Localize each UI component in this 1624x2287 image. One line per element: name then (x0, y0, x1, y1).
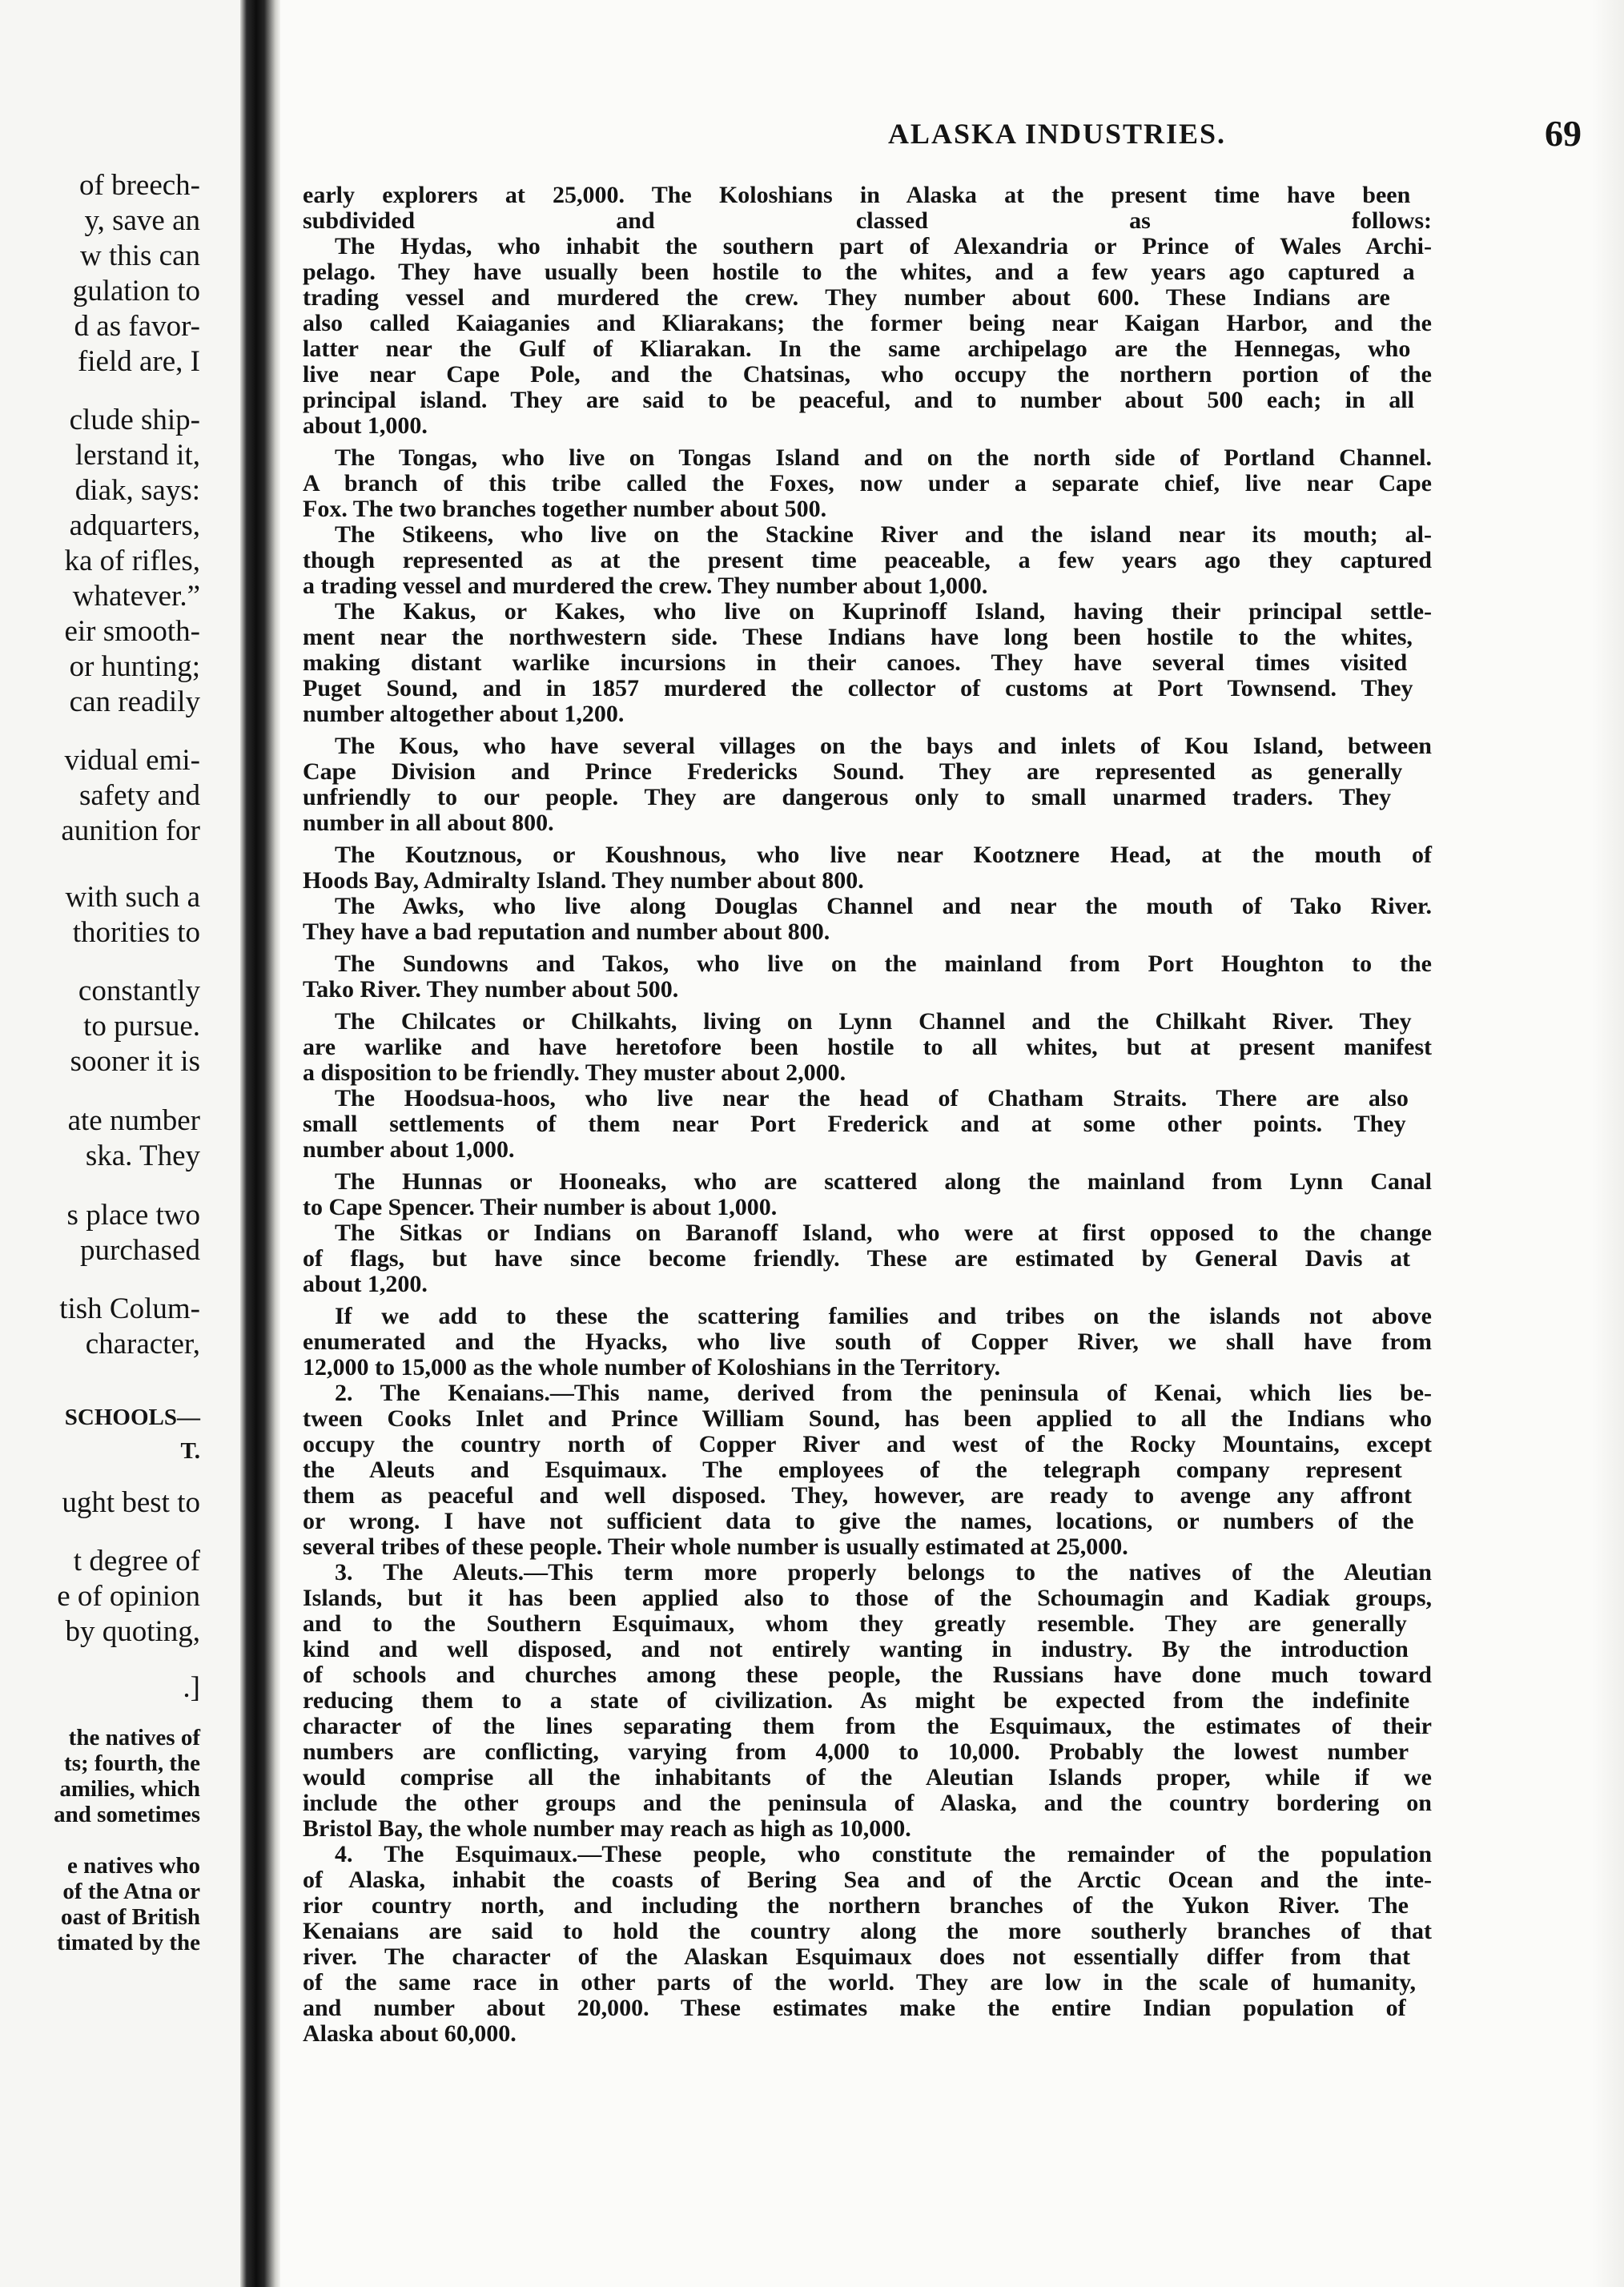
body-line: Bristol Bay, the whole number may reach as high as 10,000. (303, 1815, 911, 1842)
body-line: pelago. They have usually been hostile to the whites, and a few years ago captured a (303, 259, 1415, 285)
body-line: The Stikeens, who live on the Stackine River and the island near its mouth; al- (335, 521, 1432, 548)
body-line: The Sitkas or Indians on Baranoff Island, who were at first opposed to the change (335, 1220, 1432, 1246)
body-line: about 1,000. (303, 412, 428, 439)
left-page-line: aunition for (61, 814, 200, 847)
left-page-line: can readily (69, 685, 200, 718)
body-line: Islands, but it has been applied also to those of the Schoumagin and Kadiak groups, (303, 1585, 1432, 1611)
body-line: If we add to these the scattering families and tribes on the islands not above (335, 1303, 1432, 1329)
body-line: to Cape Spencer. Their number is about 1,000. (303, 1194, 778, 1220)
left-page-line: whatever.” (72, 580, 200, 613)
left-page-line: and sometimes (54, 1802, 200, 1827)
left-page-line: eir smooth- (64, 615, 200, 648)
body-line: Puget Sound, and in 1857 murdered the collector of customs at Port Townsend. They (303, 675, 1413, 701)
body-line: number about 1,000. (303, 1136, 515, 1163)
body-line: and number about 20,000. These estimates make the entire Indian population of (303, 1995, 1406, 2021)
body-line: early explorers at 25,000. The Koloshians in Alaska at the present time have been (303, 182, 1411, 208)
body-line: number in all about 800. (303, 810, 554, 836)
body-line: Cape Division and Prince Fredericks Sound. They are represented as generally (303, 758, 1403, 785)
body-line: several tribes of these people. Their whole number is usually estimated at 25,000. (303, 1533, 1128, 1560)
left-page-line: or hunting; (69, 650, 200, 683)
body-line: subdivided and classed as follows: (303, 207, 1432, 234)
left-page-line: field are, I (77, 345, 200, 378)
running-head: ALASKA INDUSTRIES. (887, 118, 1227, 150)
body-line: a trading vessel and murdered the crew. They number about 1,000. (303, 573, 988, 599)
body-line: A branch of this tribe called the Foxes, now under a separate chief, live near Cape (303, 470, 1432, 496)
body-line: or wrong. I have not sufficient data to give the names, locations, or numbers of the (303, 1508, 1414, 1534)
body-line: They have a bad reputation and number about 800. (303, 918, 830, 945)
left-page-line: constantly (78, 975, 200, 1007)
left-page-line: the natives of (68, 1725, 200, 1750)
left-page-line: diak, says: (74, 474, 200, 507)
body-line: include the other groups and the peninsula of Alaska, and the country bordering on (303, 1790, 1432, 1816)
page-edge (1592, 0, 1624, 2287)
body-line: principal island. They are said to be peaceful, and to number about 500 each; in all (303, 387, 1414, 413)
left-page-line: ska. They (85, 1139, 200, 1172)
left-page-line: ate number (67, 1104, 200, 1137)
body-line: reducing them to a state of civilization. As might be expected from the indefinite (303, 1687, 1410, 1714)
body-line: small settlements of them near Port Frederick and at some other points. They (303, 1111, 1406, 1137)
left-page-line: y, save an (84, 204, 200, 237)
book-gutter (240, 0, 280, 2287)
body-line: The Hydas, who inhabit the southern part of Alexandria or Prince of Wales Archi- (335, 233, 1432, 259)
body-line: The Chilcates or Chilkahts, living on Lynn Channel and the Chilkaht River. They (335, 1008, 1412, 1035)
left-page-line: e of opinion (57, 1580, 200, 1613)
page-number: 69 (1545, 113, 1582, 154)
body-line: The Hunnas or Hooneaks, who are scattered along the mainland from Lynn Canal (335, 1168, 1432, 1195)
left-page-fragment (0, 0, 240, 2287)
left-page-line: safety and (78, 779, 200, 812)
body-line: Hoods Bay, Admiralty Island. They number about 800. (303, 867, 864, 894)
body-line: rior country north, and including the northern branches of the Yukon River. The (303, 1892, 1409, 1919)
left-page-line: ts; fourth, the (64, 1750, 200, 1776)
body-line: of flags, but have since become friendly. These are estimated by General Davis at (303, 1245, 1410, 1272)
left-page-line: lerstand it, (74, 439, 200, 472)
body-line: live near Cape Pole, and the Chatsinas, who occupy the northern portion of the (303, 361, 1432, 388)
left-page-line: e natives who (67, 1853, 200, 1879)
body-line: 2. The Kenaians.—This name, derived from the peninsula of Kenai, which lies be- (335, 1380, 1432, 1406)
left-page-line: T. (180, 1438, 200, 1464)
body-line: the Aleuts and Esquimaux. The employees of the telegraph company represent (303, 1457, 1402, 1483)
left-page-line: by quoting, (65, 1615, 200, 1648)
left-page-line: character, (85, 1328, 200, 1361)
body-line: also called Kaiaganies and Kliarakans; the former being near Kaigan Harbor, and the (303, 310, 1432, 336)
body-line: ment near the northwestern side. These Indians have long been hostile to the whites, (303, 624, 1413, 650)
body-line: 12,000 to 15,000 as the whole number of Koloshians in the Territory. (303, 1354, 1001, 1381)
right-page (280, 0, 1624, 2287)
body-line: numbers are conflicting, varying from 4,000 to 10,000. Probably the lowest number (303, 1738, 1409, 1765)
body-line: tween Cooks Inlet and Prince William Sound, has been applied to all the Indians who (303, 1405, 1432, 1432)
body-line: making distant warlike incursions in their canoes. They have several times visited (303, 649, 1408, 676)
body-line: though represented as at the present time peaceable, a few years ago they captured (303, 547, 1432, 573)
left-page-line: clude ship- (69, 404, 200, 436)
left-page-line: amilies, which (59, 1776, 200, 1802)
left-page-line: vidual emi- (64, 744, 200, 777)
left-page-line: timated by the (57, 1930, 200, 1955)
body-line: of Alaska, inhabit the coasts of Bering Sea and of the Arctic Ocean and the inte- (303, 1867, 1432, 1893)
left-page-line: t degree of (73, 1545, 200, 1578)
body-line: unfriendly to our people. They are dangerous only to small unarmed traders. They (303, 784, 1392, 810)
body-line: would comprise all the inhabitants of the Aleutian Islands proper, while if we (303, 1764, 1432, 1791)
left-page-line: ught best to (62, 1486, 200, 1519)
body-line: 4. The Esquimaux.—These people, who constitute the remainder of the population (335, 1841, 1432, 1867)
left-page-line: d as favor- (74, 310, 200, 343)
body-line: occupy the country north of Copper River and west of the Rocky Mountains, except (303, 1431, 1432, 1457)
left-page-line: SCHOOLS— (64, 1405, 200, 1430)
body-line: river. The character of the Alaskan Esquimaux does not essentially differ from that (303, 1943, 1411, 1970)
body-line: 3. The Aleuts.—This term more properly belongs to the natives of the Aleutian (335, 1559, 1432, 1586)
left-page-line: of breech- (79, 169, 200, 202)
body-line: kind and well disposed, and not entirely wanting in industry. By the introduction (303, 1636, 1409, 1662)
left-page-line: of the Atna or (62, 1879, 200, 1904)
left-page-line: w this can (79, 239, 200, 272)
left-page-line: gulation to (72, 275, 200, 307)
body-line: of the same race in other parts of the world. They are low in the scale of humanity, (303, 1969, 1417, 1996)
body-line: character of the lines separating them from the Esquimaux, the estimates of their (303, 1713, 1432, 1739)
body-line: are warlike and have heretofore been hostile to all whites, but at present manifest (303, 1034, 1432, 1060)
body-line: number altogether about 1,200. (303, 701, 625, 727)
left-page-line: ka of rifles, (64, 545, 200, 577)
body-line: The Tongas, who live on Tongas Island and on the north side of Portland Channel. (335, 444, 1432, 471)
left-page-line: tish Colum- (59, 1292, 200, 1325)
left-page-line: thorities to (72, 916, 200, 949)
body-line: Tako River. They number about 500. (303, 976, 679, 1003)
body-line: The Hoodsua-hoos, who live near the head of Chatham Straits. There are also (335, 1085, 1409, 1111)
left-page-line: to pursue. (83, 1010, 200, 1043)
body-line: a disposition to be friendly. They muster about 2,000. (303, 1059, 846, 1086)
left-page-line: with such a (65, 881, 200, 914)
body-line: about 1,200. (303, 1271, 428, 1297)
body-text (280, 0, 1624, 2287)
body-line: of schools and churches among these people, the Russians have done much toward (303, 1662, 1432, 1688)
body-line: The Kakus, or Kakes, who live on Kuprinoff Island, having their principal settle- (335, 598, 1432, 625)
left-page-line: adquarters, (69, 509, 200, 542)
body-line: latter near the Gulf of Kliarakan. In the same archipelago are the Hennegas, who (303, 336, 1411, 362)
body-line: trading vessel and murdered the crew. They number about 600. These Indians are (303, 284, 1390, 311)
body-line: The Awks, who live along Douglas Channel and near the mouth of Tako River. (335, 893, 1432, 919)
body-line: The Koutznous, or Koushnous, who live near Kootznere Head, at the mouth of (335, 842, 1432, 868)
body-line: Fox. The two branches together number about 500. (303, 496, 827, 522)
body-line: The Sundowns and Takos, who live on the mainland from Port Houghton to the (335, 951, 1432, 977)
body-line: them as peaceful and well disposed. They, however, are ready to avenge any affront (303, 1482, 1412, 1509)
left-page-line: s place two (66, 1199, 200, 1232)
body-line: enumerated and the Hyacks, who live south of Copper River, we shall have from (303, 1328, 1432, 1355)
left-page-line: sooner it is (70, 1045, 200, 1078)
left-page-text (0, 0, 240, 2287)
body-line: and to the Southern Esquimaux, whom they greatly resemble. They are generally (303, 1610, 1407, 1637)
left-page-line: .] (183, 1671, 200, 1704)
left-page-line: purchased (80, 1234, 200, 1267)
body-line: The Kous, who have several villages on the bays and inlets of Kou Island, between (335, 733, 1432, 759)
body-line: Kenaians are said to hold the country along the more southerly branches of that (303, 1918, 1432, 1944)
left-page-line: oast of British (61, 1904, 200, 1930)
body-line: Alaska about 60,000. (303, 2020, 517, 2047)
